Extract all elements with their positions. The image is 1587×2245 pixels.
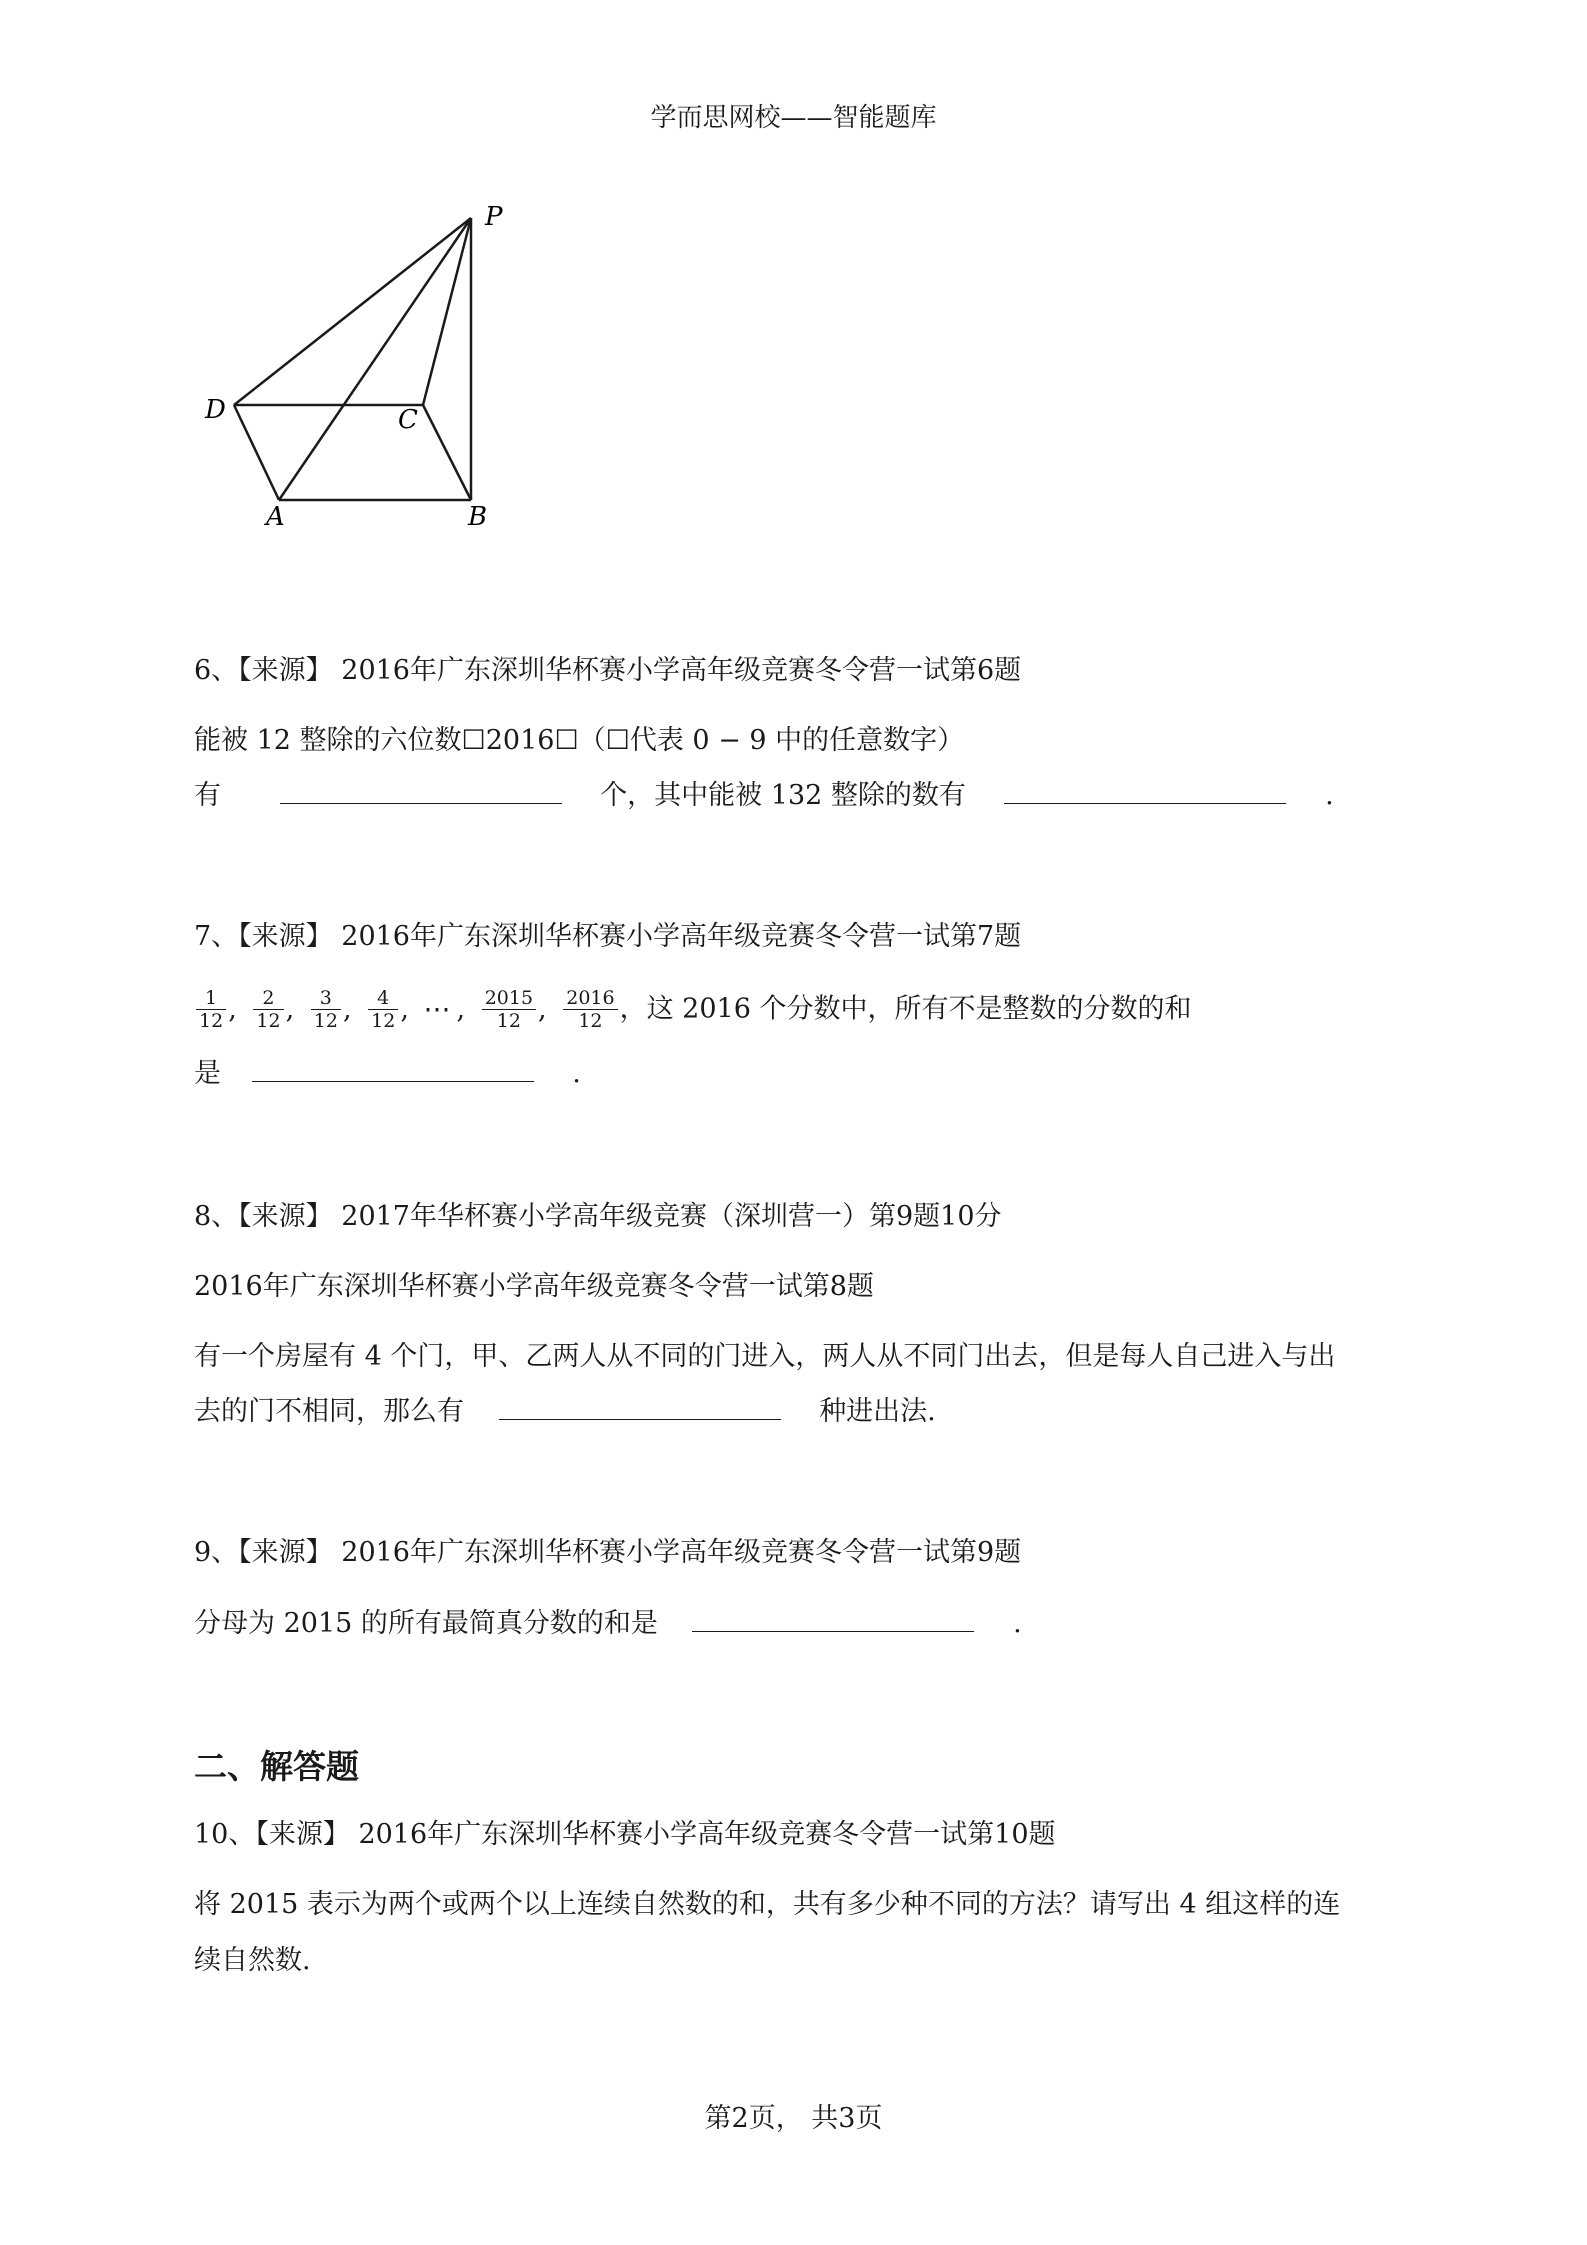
fraction: $\frac{1}{12}$ <box>196 987 226 1032</box>
q6-answer-blank-2[interactable] <box>1004 775 1286 804</box>
label-C: C <box>398 405 418 435</box>
fraction: $\frac{2}{12}$ <box>253 987 283 1032</box>
geometry-figure <box>190 195 530 540</box>
q6-line2-middle: 个，其中能被 132 整除的数有 <box>600 780 966 811</box>
q7-text-line2 <box>194 1053 581 1094</box>
q7-tail-text: ，这 2016 个分数中，所有不是整数的分数的和 <box>619 993 1192 1025</box>
q9-source: 9、【来源】 2016年广东深圳华杯赛小学高年级竞赛冬令营一试第9题 <box>194 1537 1022 1568</box>
edge-PC <box>423 218 471 405</box>
fraction: $\frac{2016}{12}$ <box>563 987 617 1032</box>
q7-fraction-line: $\frac{1}{12}$ , $\frac{2}{12}$ , $\frac{3}{12}$ , $\frac{4}{12}$ , ⋯ , $\frac{2015}{12}$ , $\frac{2016}{12}$ ，这 2016 个分数中，所有不是整数的分数的和 <box>194 983 1191 1036</box>
label-P: P <box>485 202 503 232</box>
q6-line2-period: . <box>1325 780 1334 811</box>
label-B: B <box>468 502 488 532</box>
q10-source: 10、【来源】 2016年广东深圳华杯赛小学高年级竞赛冬令营一试第10题 <box>194 1819 1056 1850</box>
label-A: A <box>266 502 285 532</box>
section-heading: 二、解答题 <box>194 1747 359 1786</box>
fraction: $\frac{3}{12}$ <box>311 987 341 1032</box>
q8-answer-blank[interactable] <box>499 1391 781 1420</box>
q7-source: 7、【来源】 2016年广东深圳华杯赛小学高年级竞赛冬令营一试第7题 <box>194 921 1022 952</box>
ellipsis: ⋯ <box>423 993 451 1025</box>
edge-PD <box>234 218 471 405</box>
edge-CB <box>423 405 471 500</box>
q8-text-line2 <box>194 1391 936 1432</box>
label-D: D <box>205 395 226 425</box>
page-footer: 第2页， 共3页 <box>704 2103 883 2134</box>
q8-text-line1: 有一个房屋有 4 个门，甲、乙两人从不同的门进入，两人从不同门出去，但是每人自己进入与出 <box>194 1341 1336 1372</box>
edge-PA <box>279 218 471 500</box>
q7-line2-prefix: 是 <box>194 1058 221 1089</box>
q6-text-line1: 能被 12 整除的六位数☐2016☐（☐代表 0 − 9 中的任意数字） <box>194 725 965 756</box>
q7-answer-blank[interactable] <box>252 1053 534 1082</box>
edge-DA <box>234 405 279 500</box>
q9-text-line <box>194 1603 1022 1644</box>
q6-line2-prefix: 有 <box>194 780 221 811</box>
q9-line-prefix: 分母为 2015 的所有最简真分数的和是 <box>194 1608 658 1639</box>
q8-line2-suffix: 种进出法. <box>819 1396 936 1427</box>
q8-source-2: 2016年广东深圳华杯赛小学高年级竞赛冬令营一试第8题 <box>194 1271 874 1302</box>
q6-answer-blank-1[interactable] <box>280 775 562 804</box>
q10-text-line2: 续自然数. <box>194 1945 311 1976</box>
q8-source: 8、【来源】 2017年华杯赛小学高年级竞赛（深圳营一）第9题10分 <box>194 1201 1002 1232</box>
q6-source: 6、【来源】 2016年广东深圳华杯赛小学高年级竞赛冬令营一试第6题 <box>194 655 1022 686</box>
q10-text-line1: 将 2015 表示为两个或两个以上连续自然数的和，共有多少种不同的方法？请写出 4 组这样的连 <box>194 1889 1341 1920</box>
q7-line2-period: . <box>572 1058 581 1089</box>
q6-text-line2 <box>194 775 1334 816</box>
fraction: $\frac{4}{12}$ <box>368 987 398 1032</box>
q9-line-period: . <box>1013 1608 1022 1639</box>
fraction: $\frac{2015}{12}$ <box>482 987 536 1032</box>
q8-line2-prefix: 去的门不相同，那么有 <box>194 1396 464 1427</box>
q9-answer-blank[interactable] <box>692 1603 974 1632</box>
page-header: 学而思网校——智能题库 <box>650 103 937 133</box>
